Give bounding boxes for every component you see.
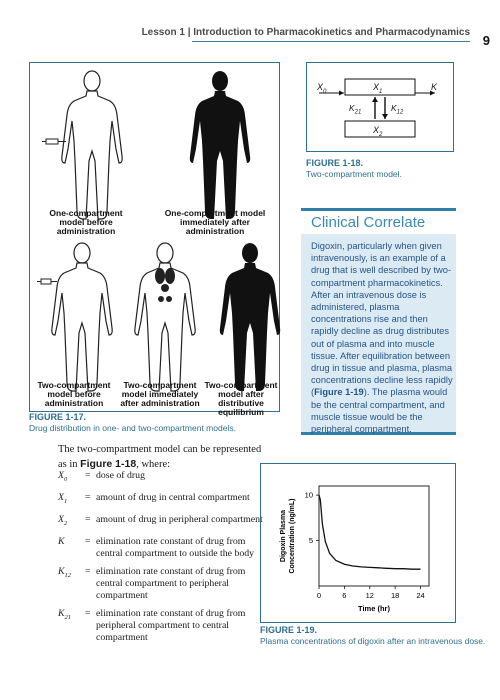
page-number: 9 <box>482 33 490 48</box>
panel-caption: One-compartment model before administration <box>49 208 123 236</box>
y-tick-label: 5 <box>308 536 313 546</box>
equals-sign: = <box>85 535 91 547</box>
intro-paragraph <box>58 443 268 472</box>
compartment-diagram <box>307 63 455 153</box>
panel-caption: Two-compartment model after distributive equilibrium <box>204 380 278 417</box>
definition-symbol: $K_{12}$ <box>58 565 72 579</box>
body-organs-icon <box>135 243 195 391</box>
panel-caption: Two-compartment model before administration <box>37 380 111 408</box>
k12-label: $K_{12}$ <box>391 103 404 116</box>
definition-row <box>58 514 268 530</box>
x0-label: $X_0$ <box>317 82 327 95</box>
definition-text: elimination rate constant of drug from central compartment to peripheral compartment <box>96 565 246 601</box>
definition-text: elimination rate constant of drug from central compartment to outside the body <box>96 535 255 559</box>
definition-symbol: K <box>58 535 65 547</box>
sidebar-top-rule <box>301 208 456 211</box>
digoxin-chart <box>261 464 457 624</box>
figure-label: FIGURE 1-19. <box>260 625 318 635</box>
body-outline-icon <box>52 243 112 391</box>
definition-text: amount of drug in central compartment <box>96 491 250 503</box>
x-tick-label: 12 <box>365 591 374 600</box>
equals-sign: = <box>85 513 91 525</box>
clinical-correlate-body <box>311 240 453 435</box>
y-tick-label: 10 <box>304 490 313 500</box>
y-axis-label: Concentration (ng/mL) <box>289 498 296 574</box>
figure-1-19 <box>260 463 456 623</box>
figure-label: FIGURE 1-17. <box>29 412 87 422</box>
x-tick-label: 18 <box>390 591 400 600</box>
x-axis-label: Time (hr) <box>358 604 390 613</box>
definition-symbol: $X_1$ <box>58 491 68 505</box>
x-tick-label: 0 <box>316 591 322 600</box>
k-label: K <box>431 82 438 92</box>
definition-row <box>58 470 268 486</box>
intro-text: The two-compartment model can be represented as in <box>58 444 262 470</box>
figure-caption: Plasma concentrations of digoxin after an intravenous dose. <box>260 636 486 646</box>
panel-caption: Two-compartment model immediately after administration <box>120 380 200 408</box>
definition-text: dose of drug <box>96 470 145 481</box>
definition-list <box>58 470 268 650</box>
figure-caption: Two-compartment model. <box>306 169 402 179</box>
figure-label: FIGURE 1-18. <box>306 158 364 168</box>
equals-sign: = <box>85 470 91 481</box>
y-axis-label: Digoxin Plasma <box>280 509 287 563</box>
running-head: Lesson 1 | Introduction to Pharmacokinetics and Pharmacodynamics <box>141 27 470 38</box>
body-filled-icon <box>190 71 250 219</box>
body-outline-icon <box>62 71 122 219</box>
body-silhouettes <box>30 63 281 413</box>
equals-sign: = <box>85 565 91 577</box>
body-filled-icon <box>220 243 280 391</box>
x2-label: $X_2$ <box>373 125 383 138</box>
x1-label: $X_1$ <box>373 82 383 95</box>
panel-caption: One-compartment model immediately after administration <box>164 208 266 236</box>
plot-frame <box>319 486 429 586</box>
k21-label: $K_{21}$ <box>349 103 362 116</box>
clinical-correlate-title: Clinical Correlate <box>311 214 426 231</box>
figure-reference: Figure 1-19 <box>314 387 364 398</box>
page-header <box>0 0 500 46</box>
definition-text: elimination rate constant of drug from peripheral compartment to central compartment <box>96 607 246 643</box>
intro-text: , where: <box>136 459 171 470</box>
definition-symbol: $X_2$ <box>58 513 68 527</box>
definition-row <box>58 566 268 602</box>
definition-row <box>58 608 268 644</box>
equals-sign: = <box>85 491 91 503</box>
figure-caption: Drug distribution in one- and two-compartment models. <box>29 423 236 433</box>
x-tick-label: 6 <box>342 591 347 600</box>
definition-symbol: $X_0$ <box>58 470 68 483</box>
figure-reference: Figure 1-18 <box>80 458 137 470</box>
figure-1-18 <box>306 62 454 152</box>
definition-symbol: $K_{21}$ <box>58 607 72 621</box>
definition-row <box>58 536 268 560</box>
concentration-line <box>319 495 421 569</box>
cc-text: Digoxin, particularly when given intravenously, is an example of a drug that is well described by two-compartment pharmacokinetics. After an intravenous dose is administered, plasma concentrations rise and then rapidly decline as drug distributes out of plasma and into muscle tissue. After equilibration between drug in tissue and plasma, plasma concentrations decline less rapidly ( <box>311 241 453 398</box>
definition-row <box>58 492 268 508</box>
definition-text: amount of drug in peripheral compartment <box>96 513 263 525</box>
header-rule <box>192 41 470 42</box>
syringe-icon <box>37 279 57 284</box>
x-tick-label: 24 <box>416 591 425 600</box>
cc-text: ). The plasma would be the central compartment, and muscle tissue would be the peripheral compartment. <box>311 387 448 435</box>
equals-sign: = <box>85 607 91 619</box>
syringe-icon <box>42 139 66 144</box>
